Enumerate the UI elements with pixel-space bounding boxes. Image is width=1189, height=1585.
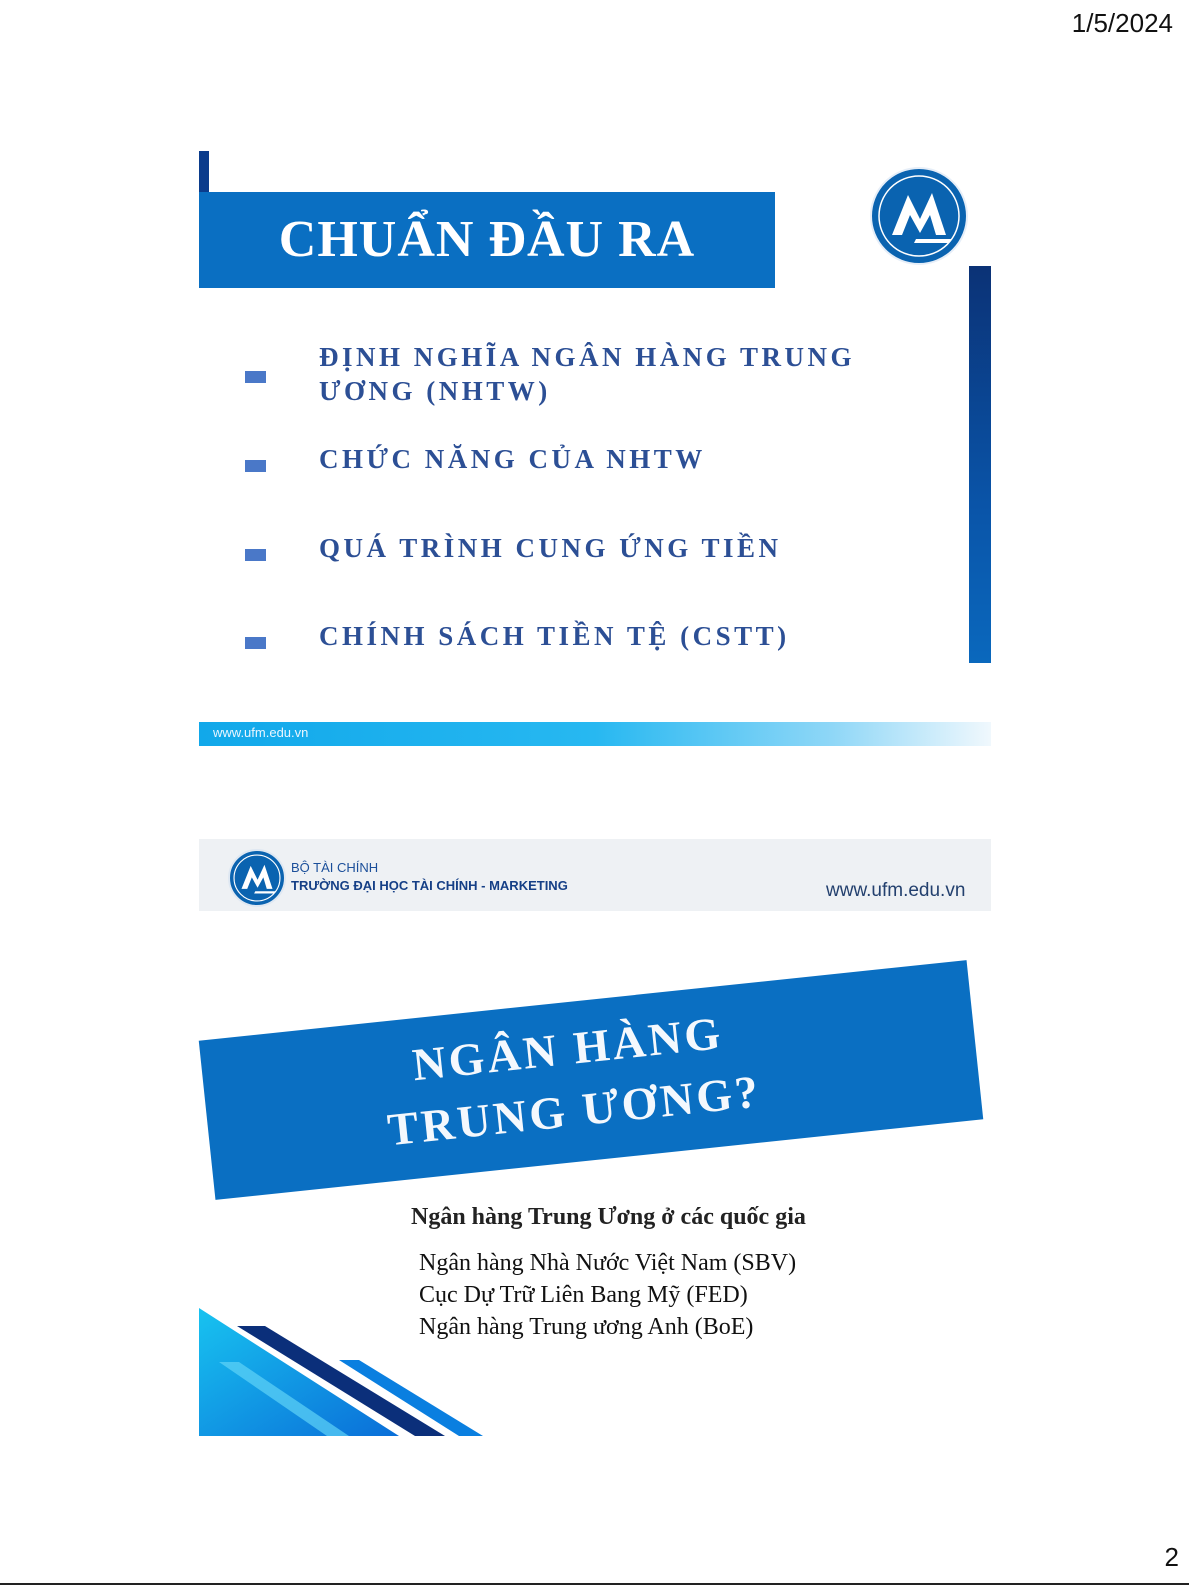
objective-item xyxy=(319,340,879,408)
list-item: Cục Dự Trữ Liên Bang Mỹ (FED) xyxy=(419,1282,748,1308)
banner-line: NGÂN HÀNG xyxy=(409,1007,726,1091)
banner-title xyxy=(179,960,963,1200)
objective-item: CHÍNH SÁCH TIỀN TỆ (CSTT) xyxy=(319,621,790,651)
bullet-icon xyxy=(245,637,266,649)
objective-line: ƯƠNG (NHTW) xyxy=(319,376,551,406)
ufm-logo-icon xyxy=(870,167,968,265)
list-item: Ngân hàng Trung ương Anh (BoE) xyxy=(419,1314,754,1340)
list-item: Ngân hàng Nhà Nước Việt Nam (SBV) xyxy=(419,1250,797,1276)
objective-line: ĐỊNH NGHĨA NGÂN HÀNG TRUNG xyxy=(319,342,856,372)
page-date: 1/5/2024 xyxy=(1071,8,1173,38)
slide-title: CHUẨN ĐẦU RA xyxy=(278,211,696,268)
footer-url: www.ufm.edu.vn xyxy=(213,725,309,740)
bullet-icon xyxy=(245,460,266,472)
ministry-name: BỘ TÀI CHÍNH xyxy=(291,860,379,875)
header-url: www.ufm.edu.vn xyxy=(826,880,966,901)
accent-bar-right xyxy=(969,266,991,663)
banner-line: TRUNG ƯƠNG? xyxy=(385,1065,764,1156)
objective-item: QUÁ TRÌNH CUNG ỨNG TIỀN xyxy=(319,533,782,563)
ufm-logo-icon xyxy=(228,849,286,907)
decorative-stripes xyxy=(199,1300,499,1436)
page-number: 2 xyxy=(1164,1542,1179,1572)
bullet-icon xyxy=(245,549,266,561)
university-name: TRƯỜNG ĐẠI HỌC TÀI CHÍNH - MARKETING xyxy=(291,878,568,893)
section-subtitle: Ngân hàng Trung Ương ở các quốc gia xyxy=(411,1204,806,1230)
objective-item: CHỨC NĂNG CỦA NHTW xyxy=(319,444,706,474)
footer-band xyxy=(199,722,991,746)
bullet-icon xyxy=(245,371,266,383)
